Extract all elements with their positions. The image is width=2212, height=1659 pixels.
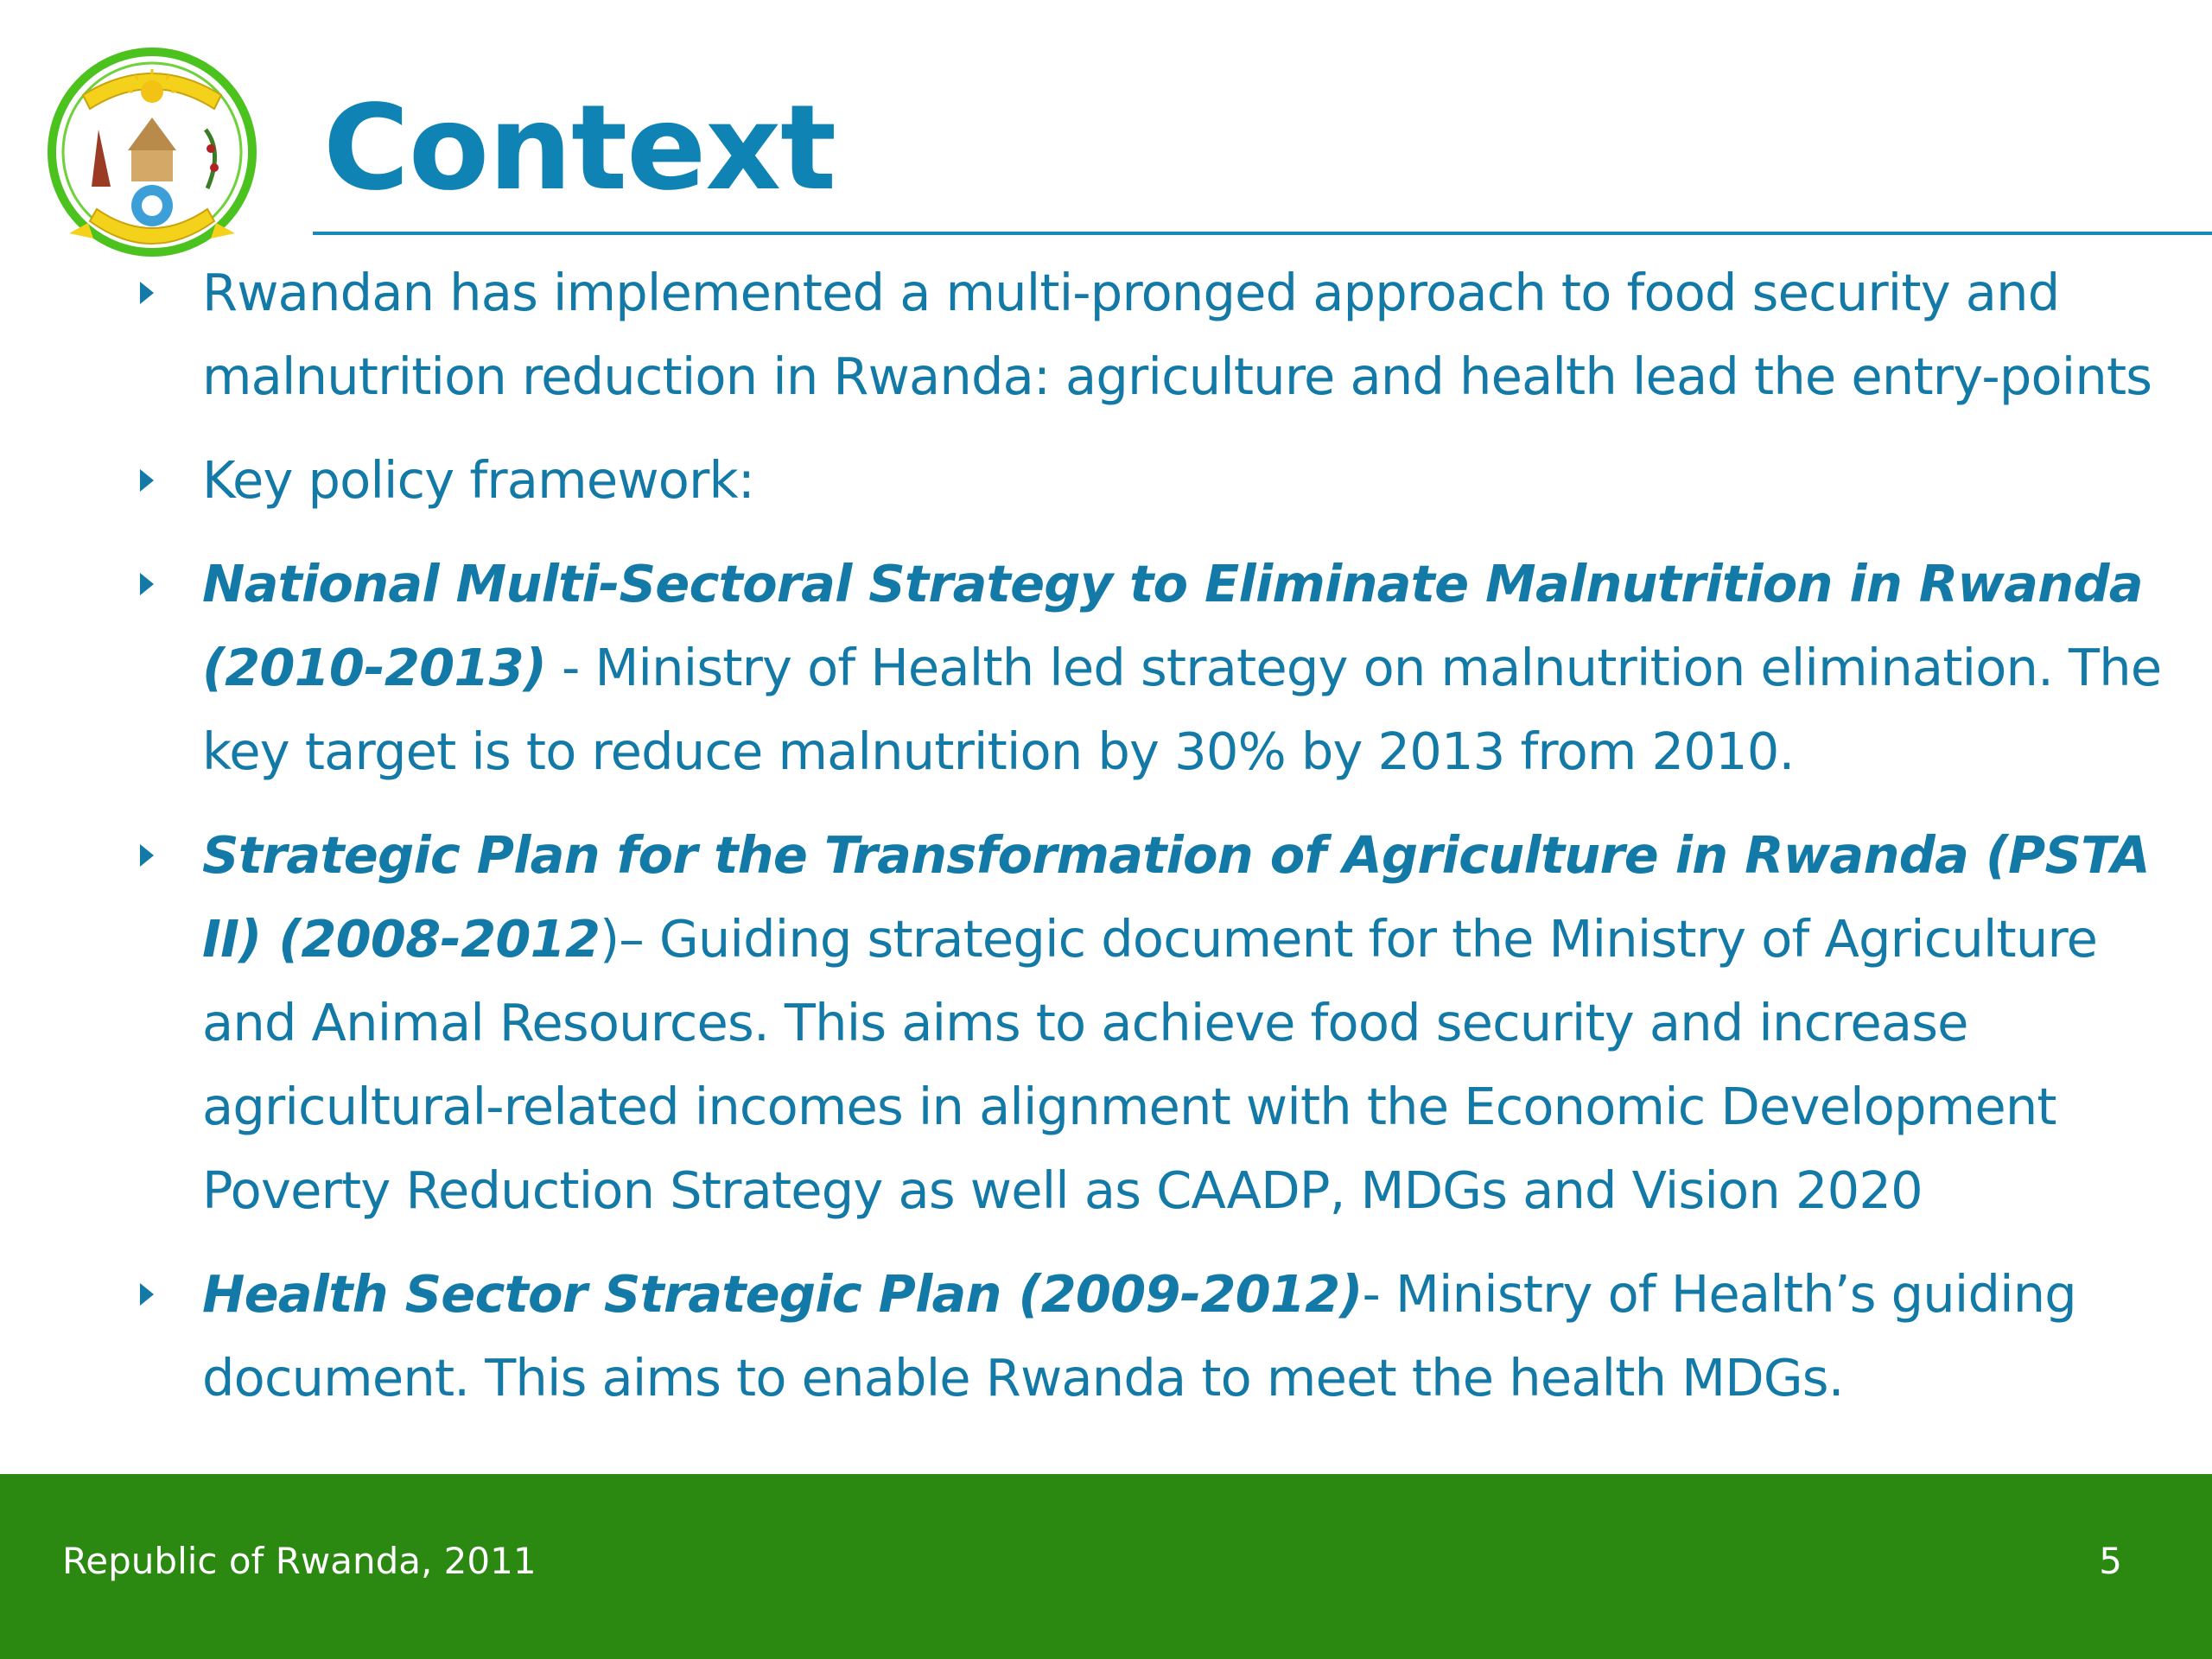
bullet-arrow-icon <box>140 469 154 492</box>
bullet-text: Rwandan has implemented a multi-pronged approach to food security and malnutrition reduction in Rwanda: agriculture and health lead the entry-points <box>202 263 2152 406</box>
bullet-item <box>130 813 2186 1232</box>
bullet-text: )– Guiding strategic document for the Ministry of Agriculture and Animal Resources. This aims to achieve food security and increase agricultural-related incomes in alignment with the Economic Development Poverty Reduction Strategy as well as CAADP, MDGs and Vision 2020 <box>202 909 2098 1220</box>
bullet-item <box>130 251 2186 418</box>
bullet-emphasis: National Multi-Sectoral Strategy to Eliminate Malnutrition in Rwanda (2010-2013) <box>202 554 2143 697</box>
footer-text: Republic of Rwanda, 2011 <box>62 1540 537 1582</box>
bullet-arrow-icon <box>140 844 154 867</box>
bullet-arrow-icon <box>140 1283 154 1306</box>
bullet-arrow-icon <box>140 282 154 304</box>
slide-title: Context <box>323 80 836 217</box>
bullet-text: Key policy framework: <box>202 450 754 510</box>
bullet-emphasis: Strategic Plan for the Transformation of Agriculture in Rwanda (PSTA II) (2008-2012 <box>202 825 2150 969</box>
bullet-text: - Ministry of Health led strategy on malnutrition elimination. The key target is to reduce malnutrition by 30% by 2013 from 2010. <box>202 638 2162 781</box>
bullet-emphasis: Health Sector Strategic Plan (2009-2012) <box>202 1264 1363 1324</box>
bullet-item <box>130 1252 2186 1420</box>
page-number: 5 <box>2099 1540 2122 1582</box>
rwanda-coat-of-arms-icon <box>38 40 266 268</box>
bullet-text: - Ministry of Health’s guiding document. This aims to enable Rwanda to meet the health MDGs. <box>202 1264 2076 1408</box>
bullet-list <box>130 251 2186 1420</box>
bullet-item <box>130 438 2186 522</box>
title-underline <box>313 232 2212 235</box>
bullet-arrow-icon <box>140 573 154 595</box>
bullet-item <box>130 542 2186 793</box>
